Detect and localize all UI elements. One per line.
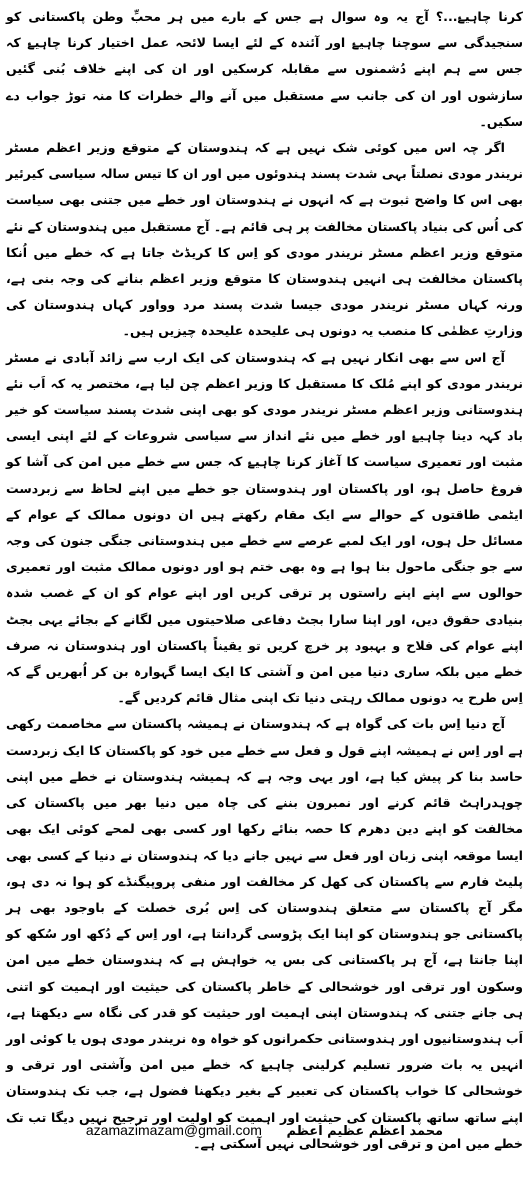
article-paragraph: کرنا چاہیۓ...؟ آج یہ وہ سوال ہے جس کے بارے میں ہر محبِّ وطن پاکستانی کو سنجیدگی سے سوچنا چاہیۓ اور آئندہ کے لئے ایسا لائحہ عمل اختیار کرنا چاہیۓ کہ جس سے ہم اپنے دُشمنوں سے مقابلہ کرسکیں اور ان کی اپنے خلاف بُنی گئیں سازشوں اور ان کی جانب سے مستقبل میں آنے والے خطرات کا منہ توڑ جواب دے سکیں۔ bbox=[6, 9, 523, 129]
article-paragraph: آج دنیا اِس بات کی گواہ ہے کہ ہندوستان نے ہمیشہ پاکستان سے مخاصمت رکھی ہے اور اِس نے ہمیشہ اپنے قول و فعل سے خطے میں خود کو پاکستان کا ایک زبردست حاسد بنا کر پیش کیا ہے، اور یہی وجہ ہے کہ ہمیشہ ہندوستان نے خطے میں اپنی چوہدراہٹ قائم کرنے اور نمبرون بننے کی چاہ میں دنیا بھر میں پاکستان کی مخالفت کو اپنے دین دھرم کا حصہ بنائے رکھا اور کسی بھی لمحے کوئی ایک بھی ایسا موقعہ اپنی زبان اور فعل سے نہیں جانے دیا کہ ہندوستان نے دنیا کے کسی بھی پلیٹ فارم سے پاکستان کی کھل کر مخالفت اور منفی پروپیگنڈے کو ہوا نہ دی ہو، مگر آج پاکستان سے متعلق ہندوستان کی اِس بُری خصلت کے باوجود بھی ہر پاکستانی جو ہندوستان کو اپنا ایک پڑوسی گردانتا ہے، اور اِس کے دُکھ اور سُکھ کو اپنا جانتا ہے، آج ہر پاکستانی کی بس یہ خواہش ہے کہ ہندوستان خطے میں امن وسکون اور ترقی اور خوشحالی کے خاطر پاکستان کی حیثیت اور اہمیت کو اتنی ہی جانے جتنی کہ ہندوستان اپنی اہمیت اور حیثیت کو قدر کی نگاہ سے دیکھتا ہے، اَب ہندوستانیوں اور ہندوستانی حکمرانوں کو خواہ وہ نریندر مودی ہوں یا کوئی اور انہیں یہ بات ضرور تسلیم کرلینی چاہیۓ کہ خطے میں امن وآشتی اور ترقی و خوشحالی کا خواب پاکستان کی تعبیر کے بغیر دیکھنا فضول ہے، جب تک ہندوستان اپنے ساتھ ساتھ پاکستان کی حیثیت اور اہمیت کو اولیت اور ترجیح نہیں دیگا تب تک خطے میں امن و ترقی اور خوشحالی نہیں آسکتی ہے۔ bbox=[6, 716, 523, 1151]
article-paragraph: اگر چہ اس میں کوئی شک نہیں ہے کہ ہندوستان کے متوقع وزیر اعظم مسٹر نریندر مودی نصلتاً بہی شدت پسند ہندوئوں میں اور ان کا تیس سالہ سیاسی کیرئیر بھی اس کا واضح ثبوت ہے کہ انہوں نے ہندوستان اور خطے میں جتنی بھی سیاست کی اُس کی بنیاد پاکستان مخالفت پر ہی قائم ہے۔ آج مستقبل میں ہندوستان کے نئے متوقع وزیر اعظم مسٹر نریندر مودی کو اِس کا کریڈٹ جاتا ہے کہ خطے میں اُنکا پاکستان مخالفت ہی انہیں ہندوستان کا متوقع وزیر اعظم بنانے کی وجہ بنی ہے، ورنہ کہاں مسٹر نریندر مودی جیسا شدت پسند مرد وواور کہاں ہندوستان کی وزارتِ عظمٰی کا منصب یہ دونوں ہی علیحدہ علیحدہ چیزیں ہیں۔ bbox=[6, 140, 523, 339]
author-signature bbox=[0, 1122, 529, 1139]
article-paragraph: آج اس سے بھی انکار نہیں ہے کہ ہندوستان کی ایک ارب سے زائد آبادی نے مسٹر نریندر مودی کو اپنے مُلک کا مستقبل کا وزیر اعظم چن لیا ہے، مختصر یہ کہ اَب نئے ہندوستانی وزیر اعظم مسٹر نریندر مودی کو بھی اپنی شدت پسند سیاست کو خیر باد کہہ دینا چاہیۓ اور خطے میں نئے انداز سے سیاسی شروعات کے لئے اپنی ایسی مثبت اور تعمیری سیاست کا آغاز کرنا چاہیۓ کہ جس سے خطے میں امن کی آشا کو فروغ حاصل ہو، اور پاکستان اور ہندوستان جو خطے میں اپنے لحاظ سے زبردست ایٹمی طاقتوں کے حوالے سے ایک مقام رکھتے ہیں ان دونوں ممالک کے عوام کے مسائل حل ہوں، اور ایک لمبے عرصے سے خطے میں ہندوستانی جنگی جنون کی وجہ سے جو جنگی ماحول بنا ہوا ہے وہ بھی ختم ہو اور دونوں ممالک مثبت اور تعمیری حوالوں سے اپنے اپنے راستوں پر ترقی کریں اور اپنے عوام کو ان کے غصب شدہ بنیادی حقوق دیں، اور اپنا سارا بجٹ دفاعی صلاحیتوں میں لگانے کے بجائے یہی بجٹ اپنے عوام کی فلاح و بہبود پر خرچ کریں تو یقیناً پاکستان اور ہندوستان نہ صرف خطے میں بلکہ ساری دنیا میں امن و آشتی کا ایک ایسا گہوارہ بن کر اُبھریں گے کہ اِس طرح یہ دونوں ممالک رہتی دنیا تک اپنی مثال قائم کردیں گے۔ bbox=[6, 349, 523, 706]
author-name: محمد اعظم عظیم اعظم bbox=[286, 1124, 444, 1139]
article-body bbox=[6, 4, 523, 1157]
author-email[interactable]: azamazimazam@gmail.com bbox=[85, 1122, 262, 1138]
